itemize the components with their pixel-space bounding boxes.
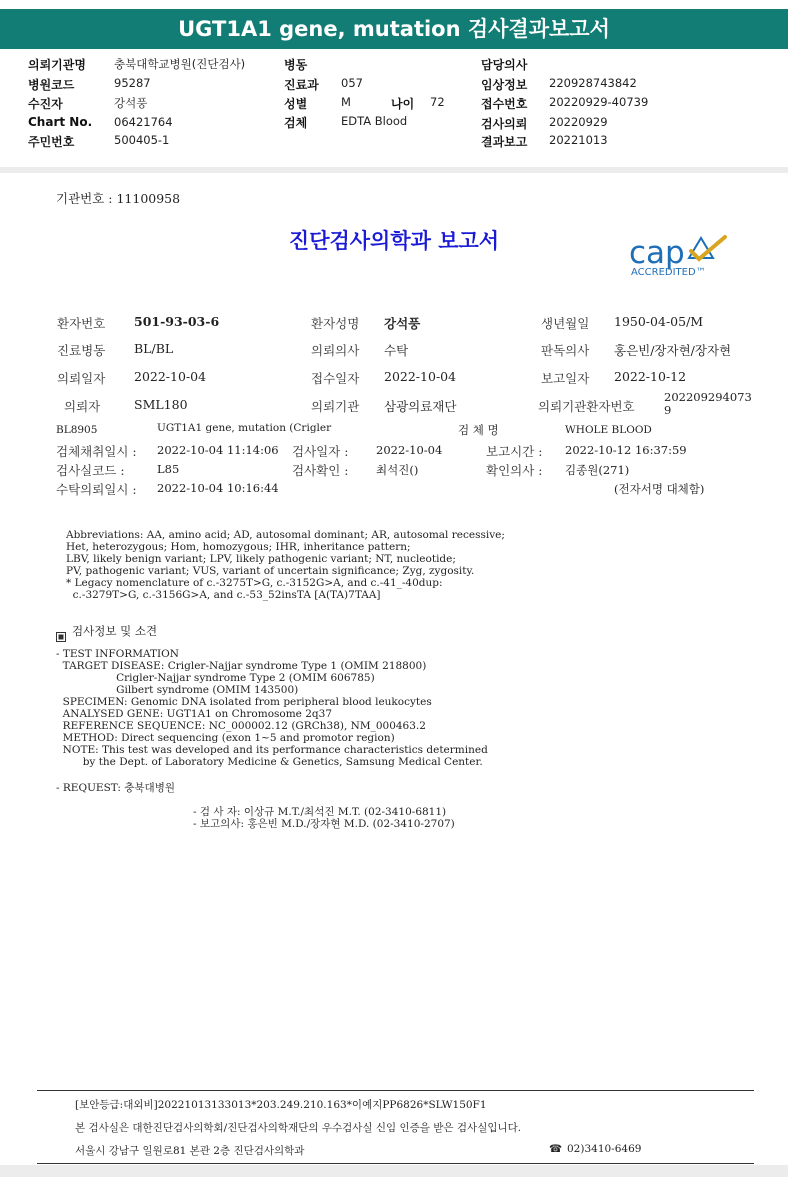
label-sex: 성별 [284, 97, 308, 111]
security-line: [보안등급:대외비]20221013133013*203.249.210.163*이예지PP6826*SLW150F1 [75, 1099, 487, 1111]
value-org-patient-number-line2: 9 [664, 403, 672, 417]
value-report-date: 2022-10-12 [614, 369, 687, 384]
value-receipt-date: 2022-10-04 [384, 369, 457, 384]
label-chart-no: Chart No. [28, 115, 93, 129]
info-line: ANALYSED GENE: UGT1A1 on Chromosome 2q37 [56, 708, 332, 720]
value-birthdate: 1950-04-05/M [614, 314, 704, 329]
value-report-time: 2022-10-12 16:37:59 [565, 443, 687, 457]
info-line: by the Dept. of Laboratory Medicine & Genetics, Samsung Medical Center. [56, 756, 483, 768]
label-test-confirm: 검사확인 : [292, 463, 349, 478]
label-reading-physician: 판독의사 [541, 343, 590, 358]
test-name: UGT1A1 gene, mutation (Crigler [157, 422, 332, 434]
value-test-request: 20220929 [549, 115, 608, 129]
abbrev-line: PV, pathogenic variant; VUS, variant of uncertain significance; Zyg, zygosity. [66, 565, 475, 577]
cap-logo-text: cap [629, 235, 685, 271]
request-line: - REQUEST: 충북대병원 [56, 782, 175, 794]
value-requesting-institution: 충북대학교병원(진단검사) [114, 57, 246, 71]
signer-line: - 보고의사: 홍은빈 M.D./장자현 M.D. (02-3410-2707) [193, 818, 455, 830]
cap-logo-subtext: ACCREDITED™ [631, 267, 706, 278]
label-requesting-institution: 의뢰기관명 [28, 58, 86, 72]
value-clinical-info: 220928743842 [549, 76, 637, 90]
value-request-date: 2022-10-04 [134, 369, 207, 384]
label-attending-physician: 담당의사 [481, 58, 528, 72]
value-specimen: EDTA Blood [341, 114, 408, 128]
footer-band [0, 1165, 788, 1177]
info-line: - TEST INFORMATION [56, 648, 179, 660]
value-verifying-physician: 김종원(271) [565, 463, 630, 477]
label-receipt-date: 접수일자 [311, 371, 360, 386]
label-lab-code: 검사실코드 : [56, 463, 125, 478]
value-reading-physician: 홍은빈/장자현/장자현 [614, 343, 732, 358]
value-test-date: 2022-10-04 [376, 443, 443, 457]
info-line: TARGET DISEASE: Crigler-Najjar syndrome Type 1 (OMIM 218800) [56, 660, 427, 672]
test-code: BL8905 [56, 424, 98, 436]
info-line: METHOD: Direct sequencing (exon 1~5 and promotor region) [56, 732, 395, 744]
section-title: 검사정보 및 소견 [72, 624, 158, 638]
cap-accredited-logo [629, 233, 729, 279]
label-hospital-code: 병원코드 [28, 78, 75, 92]
label-clinical-info: 임상정보 [481, 78, 528, 92]
label-ward: 병동 [284, 58, 308, 72]
info-line: NOTE: This test was developed and its performance characteristics determined [56, 744, 488, 756]
value-requesting-org: 삼광의료재단 [384, 399, 457, 414]
electronic-signature-note: (전자서명 대체함) [614, 482, 705, 496]
label-report-time: 보고시간 : [486, 444, 543, 459]
value-ordering-physician: 수탁 [384, 343, 409, 358]
label-resident-number: 주민번호 [28, 135, 75, 149]
label-patient-name: 환자성명 [311, 316, 360, 331]
label-collection-time: 검체채취일시 : [56, 444, 137, 459]
value-lab-code: L85 [157, 462, 180, 476]
label-test-request: 검사의뢰 [481, 117, 528, 131]
footer-divider-bottom [37, 1163, 754, 1164]
value-collection-time: 2022-10-04 11:14:06 [157, 443, 279, 457]
abbrev-line: c.-3279T>G, c.-3156G>A, and c.-53_52insTA [A(TA)7TAA] [66, 589, 381, 601]
label-patient-number: 환자번호 [57, 316, 106, 331]
value-patient-name: 강석풍 [384, 316, 421, 331]
document-title: 진단검사의학과 보고서 [288, 228, 500, 253]
label-order-time: 수탁의뢰일시 : [56, 482, 137, 497]
value-requester: SML180 [134, 397, 188, 412]
phone-icon: ☎ [549, 1143, 563, 1155]
abbrev-line: LBV, likely benign variant; LPV, likely pathogenic variant; NT, nucleotide; [66, 553, 456, 565]
label-specimen-name: 검 체 명 [458, 423, 499, 437]
value-org-patient-number-line1: 202209294073 [664, 390, 752, 404]
value-test-confirm: 최석진() [376, 463, 419, 477]
label-ordering-physician: 의뢰의사 [311, 343, 360, 358]
label-birthdate: 생년월일 [541, 316, 590, 331]
label-requesting-org: 의뢰기관 [311, 399, 360, 414]
section-checkbox-icon [56, 626, 66, 645]
label-department: 진료과 [284, 78, 319, 92]
header-divider [0, 167, 788, 173]
lab-address: 서울시 강남구 일원로81 본관 2층 진단검사의학과 [75, 1145, 305, 1157]
cap-logo-icon [629, 233, 729, 279]
label-report-date: 보고일자 [541, 371, 590, 386]
info-line: Crigler-Najjar syndrome Type 2 (OMIM 606785) [56, 672, 375, 684]
certification-text: 본 검사실은 대한진단검사의학회/진단검사의학재단의 우수검사실 신임 인증을 받은 검사실입니다. [75, 1122, 522, 1134]
value-result-report: 20221013 [549, 133, 608, 147]
lab-phone: 02)3410-6469 [567, 1143, 642, 1155]
label-requester: 의뢰자 [64, 399, 101, 414]
footer-divider-top [37, 1090, 754, 1091]
label-receipt-number: 접수번호 [481, 97, 528, 111]
value-receipt-number: 20220929-40739 [549, 95, 649, 109]
abbrev-line: Abbreviations: AA, amino acid; AD, autosomal dominant; AR, autosomal recessive; [66, 529, 505, 541]
value-sex: M [341, 95, 351, 109]
label-age: 나이 [391, 97, 415, 111]
value-chart-no: 06421764 [114, 115, 173, 129]
value-patient-number: 501-93-03-6 [134, 314, 220, 329]
value-department: 057 [341, 76, 363, 90]
label-ward-2: 진료병동 [57, 343, 106, 358]
value-resident-number: 500405-1 [114, 133, 170, 147]
value-ward-2: BL/BL [134, 341, 174, 356]
label-specimen: 검체 [284, 116, 308, 130]
label-result-report: 결과보고 [481, 135, 528, 149]
value-age: 72 [430, 95, 445, 109]
label-patient: 수진자 [28, 97, 63, 111]
label-test-date: 검사일자 : [292, 444, 349, 459]
value-hospital-code: 95287 [114, 76, 151, 90]
label-verifying-physician: 확인의사 : [486, 463, 543, 478]
value-patient: 강석풍 [114, 96, 148, 110]
abbrev-line: Het, heterozygous; Hom, homozygous; IHR, inheritance pattern; [66, 541, 411, 553]
institution-number: 기관번호 : 11100958 [56, 191, 181, 206]
info-line: Gilbert syndrome (OMIM 143500) [56, 684, 299, 696]
value-specimen-name: WHOLE BLOOD [565, 424, 652, 436]
info-line: REFERENCE SEQUENCE: NC_000002.12 (GRCh38), NM_000463.2 [56, 720, 426, 732]
report-title: UGT1A1 gene, mutation 검사결과보고서 [178, 17, 610, 41]
signer-line: - 검 사 자: 이상규 M.T./최석진 M.T. (02-3410-6811) [193, 806, 447, 818]
label-request-date: 의뢰일자 [57, 371, 106, 386]
info-line: SPECIMEN: Genomic DNA isolated from peripheral blood leukocytes [56, 696, 432, 708]
value-order-time: 2022-10-04 10:16:44 [157, 481, 279, 495]
abbrev-line: * Legacy nomenclature of c.-3275T>G, c.-3152G>A, and c.-41_-40dup: [66, 577, 443, 589]
label-org-patient-number: 의뢰기관환자번호 [538, 399, 635, 414]
